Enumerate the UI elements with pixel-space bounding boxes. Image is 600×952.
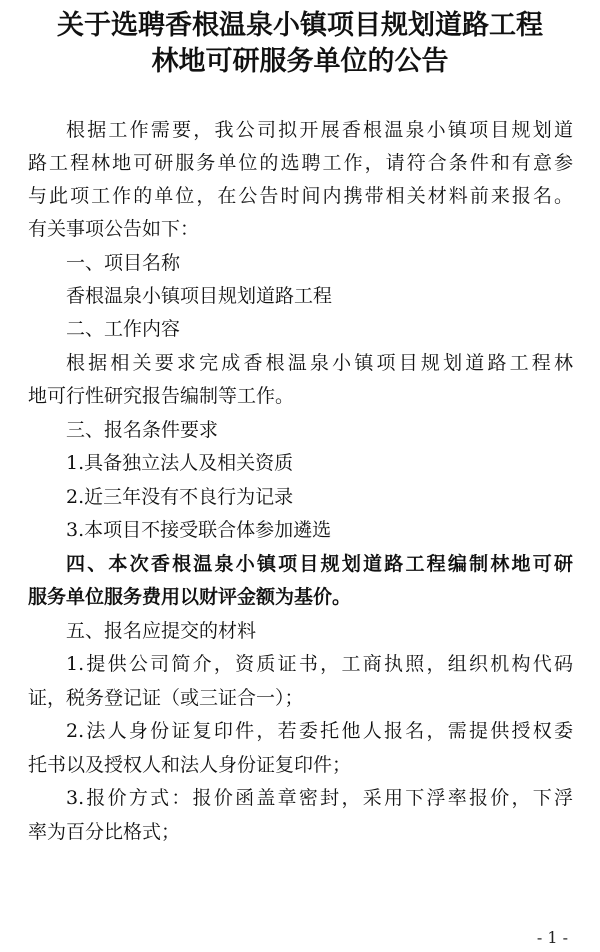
section-4-line-2: 服务单位服务费用以财评金额为基价。 [28, 586, 352, 608]
intro-line-1: 根据工作需要，我公司拟开展香根温泉小镇项目规划道 [66, 119, 573, 141]
section-5-heading: 五、报名应提交的材料 [66, 620, 257, 642]
section-5-item-2-line-2: 托书以及授权人和法人身份证复印件； [28, 754, 352, 776]
section-2-line-2: 地可行性研究报告编制等工作。 [28, 385, 295, 407]
section-3-item-3: 3.本项目不接受联合体参加遴选 [66, 519, 332, 541]
section-3-heading: 三、报名条件要求 [66, 419, 219, 441]
page-number: - 1 - [536, 928, 568, 947]
section-2-line-1: 根据相关要求完成香根温泉小镇项目规划道路工程林 [66, 352, 573, 374]
section-5-item-3-line-1: 3.报价方式：报价函盖章密封，采用下浮率报价，下浮 [66, 787, 573, 809]
section-2-heading: 二、工作内容 [66, 318, 181, 340]
section-5-item-1-line-2: 证，税务登记证（或三证合一）； [28, 687, 304, 709]
section-5-item-3-line-2: 率为百分比格式； [28, 821, 181, 843]
section-3-item-1: 1.具备独立法人及相关资质 [66, 452, 294, 474]
section-1-heading: 一、项目名称 [66, 252, 181, 274]
section-5-item-2-line-1: 2.法人身份证复印件，若委托他人报名，需提供授权委 [66, 720, 573, 742]
intro-line-3: 与此项工作的单位，在公告时间内携带相关材料前来报名。 [28, 185, 573, 207]
section-4-line-1: 四、本次香根温泉小镇项目规划道路工程编制林地可研 [66, 553, 573, 575]
intro-line-2: 路工程林地可研服务单位的选聘工作，请符合条件和有意参 [28, 152, 573, 174]
section-5-item-1-line-1: 1.提供公司简介，资质证书，工商执照，组织机构代码 [66, 653, 573, 675]
section-3-item-2: 2.近三年没有不良行为记录 [66, 486, 294, 508]
intro-line-4: 有关事项公告如下： [28, 218, 200, 240]
document-title-line-2: 林地可研服务单位的公告 [151, 46, 449, 77]
document-title-line-1: 关于选聘香根温泉小镇项目规划道路工程 [57, 10, 543, 41]
section-1-text: 香根温泉小镇项目规划道路工程 [66, 285, 333, 307]
